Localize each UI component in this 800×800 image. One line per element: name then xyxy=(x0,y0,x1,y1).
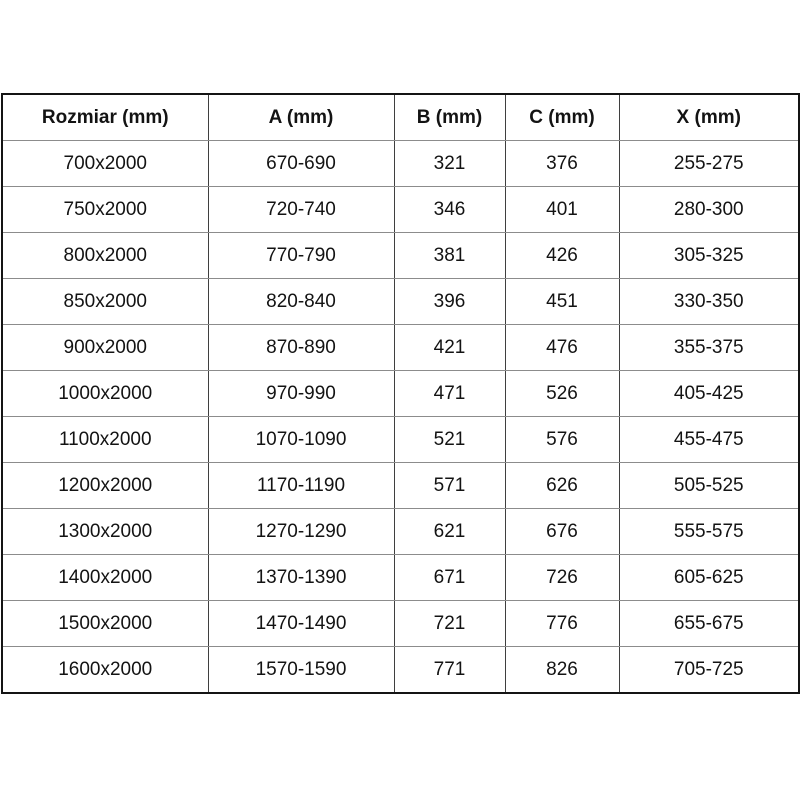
table-cell: 776 xyxy=(505,601,619,647)
table-row xyxy=(2,555,799,601)
table-cell: 1070-1090 xyxy=(208,417,394,463)
table-cell: 800x2000 xyxy=(2,233,208,279)
table-cell: 376 xyxy=(505,141,619,187)
table-cell: 820-840 xyxy=(208,279,394,325)
table-cell: 1470-1490 xyxy=(208,601,394,647)
table-cell: 750x2000 xyxy=(2,187,208,233)
table-cell: 476 xyxy=(505,325,619,371)
table-row xyxy=(2,371,799,417)
table-cell: 770-790 xyxy=(208,233,394,279)
table-cell: 870-890 xyxy=(208,325,394,371)
table-cell: 396 xyxy=(394,279,505,325)
table-cell: 280-300 xyxy=(619,187,799,233)
table-cell: 571 xyxy=(394,463,505,509)
table-row xyxy=(2,647,799,694)
header-row xyxy=(2,94,799,141)
table-row xyxy=(2,509,799,555)
table-cell: 355-375 xyxy=(619,325,799,371)
table-cell: 655-675 xyxy=(619,601,799,647)
table-cell: 970-990 xyxy=(208,371,394,417)
column-header-x: X (mm) xyxy=(619,94,799,141)
table-row xyxy=(2,325,799,371)
table-cell: 305-325 xyxy=(619,233,799,279)
table-cell: 676 xyxy=(505,509,619,555)
table-cell: 621 xyxy=(394,509,505,555)
column-header-rozmiar: Rozmiar (mm) xyxy=(2,94,208,141)
table-cell: 576 xyxy=(505,417,619,463)
table-cell: 671 xyxy=(394,555,505,601)
table-cell: 381 xyxy=(394,233,505,279)
table-cell: 826 xyxy=(505,647,619,694)
table-cell: 700x2000 xyxy=(2,141,208,187)
table-header xyxy=(2,94,799,141)
table-cell: 521 xyxy=(394,417,505,463)
table-cell: 670-690 xyxy=(208,141,394,187)
size-table xyxy=(1,93,800,694)
table-cell: 321 xyxy=(394,141,505,187)
table-cell: 1100x2000 xyxy=(2,417,208,463)
table-cell: 1300x2000 xyxy=(2,509,208,555)
column-header-a: A (mm) xyxy=(208,94,394,141)
table-cell: 1400x2000 xyxy=(2,555,208,601)
table-row xyxy=(2,279,799,325)
table-cell: 721 xyxy=(394,601,505,647)
table-row xyxy=(2,417,799,463)
table-cell: 1200x2000 xyxy=(2,463,208,509)
table-cell: 1600x2000 xyxy=(2,647,208,694)
table-cell: 1000x2000 xyxy=(2,371,208,417)
table-cell: 1170-1190 xyxy=(208,463,394,509)
table-cell: 705-725 xyxy=(619,647,799,694)
table-row xyxy=(2,141,799,187)
table-cell: 471 xyxy=(394,371,505,417)
table-row xyxy=(2,233,799,279)
table-cell: 555-575 xyxy=(619,509,799,555)
table-cell: 421 xyxy=(394,325,505,371)
table-row xyxy=(2,187,799,233)
table-cell: 626 xyxy=(505,463,619,509)
table-body xyxy=(2,141,799,694)
table-cell: 720-740 xyxy=(208,187,394,233)
table-cell: 451 xyxy=(505,279,619,325)
table-cell: 605-625 xyxy=(619,555,799,601)
table-row xyxy=(2,463,799,509)
table-cell: 1370-1390 xyxy=(208,555,394,601)
table-cell: 505-525 xyxy=(619,463,799,509)
column-header-c: C (mm) xyxy=(505,94,619,141)
table-cell: 900x2000 xyxy=(2,325,208,371)
table-row xyxy=(2,601,799,647)
table-cell: 850x2000 xyxy=(2,279,208,325)
table-cell: 426 xyxy=(505,233,619,279)
table-cell: 346 xyxy=(394,187,505,233)
table-cell: 255-275 xyxy=(619,141,799,187)
table-cell: 405-425 xyxy=(619,371,799,417)
table-cell: 771 xyxy=(394,647,505,694)
table-cell: 1270-1290 xyxy=(208,509,394,555)
table-cell: 330-350 xyxy=(619,279,799,325)
column-header-b: B (mm) xyxy=(394,94,505,141)
table-cell: 1570-1590 xyxy=(208,647,394,694)
table-cell: 726 xyxy=(505,555,619,601)
table-cell: 526 xyxy=(505,371,619,417)
table-cell: 401 xyxy=(505,187,619,233)
table-cell: 1500x2000 xyxy=(2,601,208,647)
table-cell: 455-475 xyxy=(619,417,799,463)
